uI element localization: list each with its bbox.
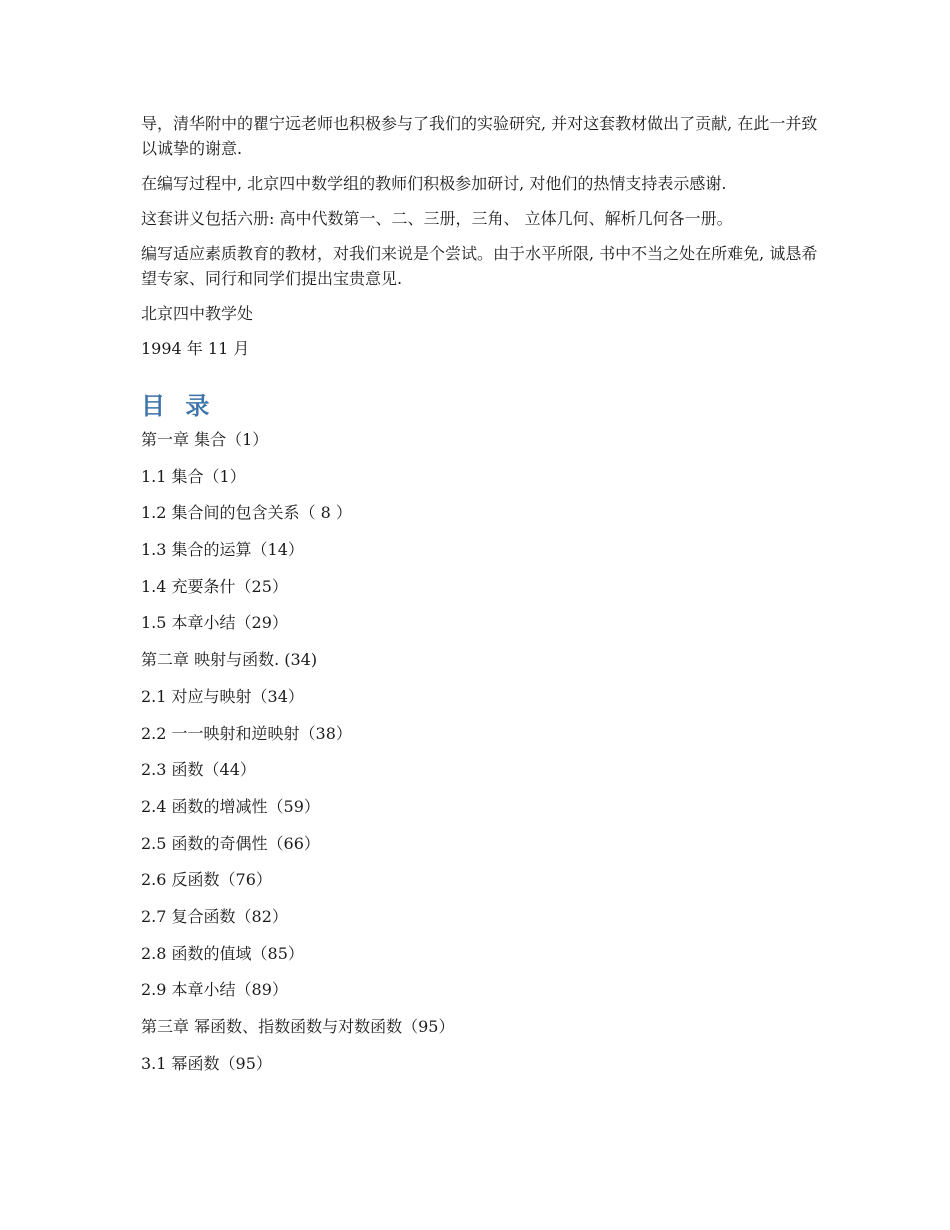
preface-paragraph-volumes: 这套讲义包括六册: 高中代数第一、二、三册，三角、 立体几何、解析几何各一册。 xyxy=(141,209,733,228)
toc-item: 2.6 反函数（76） xyxy=(141,870,272,890)
preface-paragraph-feedback: 编写适应素质教育的教材，对我们来说是个尝试。由于水平所限, 书中不当之处在所难免, 诚恳希望专家、同行和同学们提出宝贵意见. xyxy=(141,244,818,288)
toc-item: 1.1 集合（1） xyxy=(141,466,246,486)
preface-signature: 北京四中教学处 xyxy=(141,304,254,323)
toc-chapter-1: 第一章 集合（1） xyxy=(141,430,269,449)
toc-item: 3.1 幂函数（95） xyxy=(141,1053,272,1073)
preface-paragraph-thanks: 在编写过程中, 北京四中数学组的教师们积极参加研讨, 对他们的热情支持表示感谢. xyxy=(141,174,727,193)
toc-item: 2.7 复合函数（82） xyxy=(141,906,288,926)
toc-item: 1.4 充要条什（25） xyxy=(141,576,288,596)
toc-item: 2.2 一一映射和逆映射（38） xyxy=(141,723,352,743)
toc-item: 1.2 集合间的包含关系（ 8 ） xyxy=(141,503,352,523)
toc-item: 1.5 本章小结（29） xyxy=(141,613,288,633)
preface-date: 1994 年 11 月 xyxy=(141,339,250,358)
toc-item: 2.5 函数的奇偶性（66） xyxy=(141,833,320,853)
toc-item: 2.9 本章小结（89） xyxy=(141,980,288,1000)
preface-paragraph-acknowledgement: 导，清华附中的瞿宁远老师也积极参与了我们的实验研究, 并对这套教材做出了贡献, 在此一并致以诚挚的谢意. xyxy=(141,114,818,158)
document-page xyxy=(141,111,821,1087)
toc-chapter-2: 第二章 映射与函数. (34) xyxy=(141,650,318,670)
toc-item: 1.3 集合的运算（14） xyxy=(141,540,304,560)
toc-list xyxy=(141,427,821,1076)
toc-heading: 目 录 xyxy=(141,391,216,420)
toc-chapter-3: 第三章 幂函数、指数函数与对数函数（95） xyxy=(141,1017,455,1036)
toc-item: 2.3 函数（44） xyxy=(141,760,256,780)
toc-item: 2.8 函数的值域（85） xyxy=(141,943,304,963)
toc-item: 2.4 函数的增减性（59） xyxy=(141,796,320,816)
toc-item: 2.1 对应与映射（34） xyxy=(141,686,304,706)
